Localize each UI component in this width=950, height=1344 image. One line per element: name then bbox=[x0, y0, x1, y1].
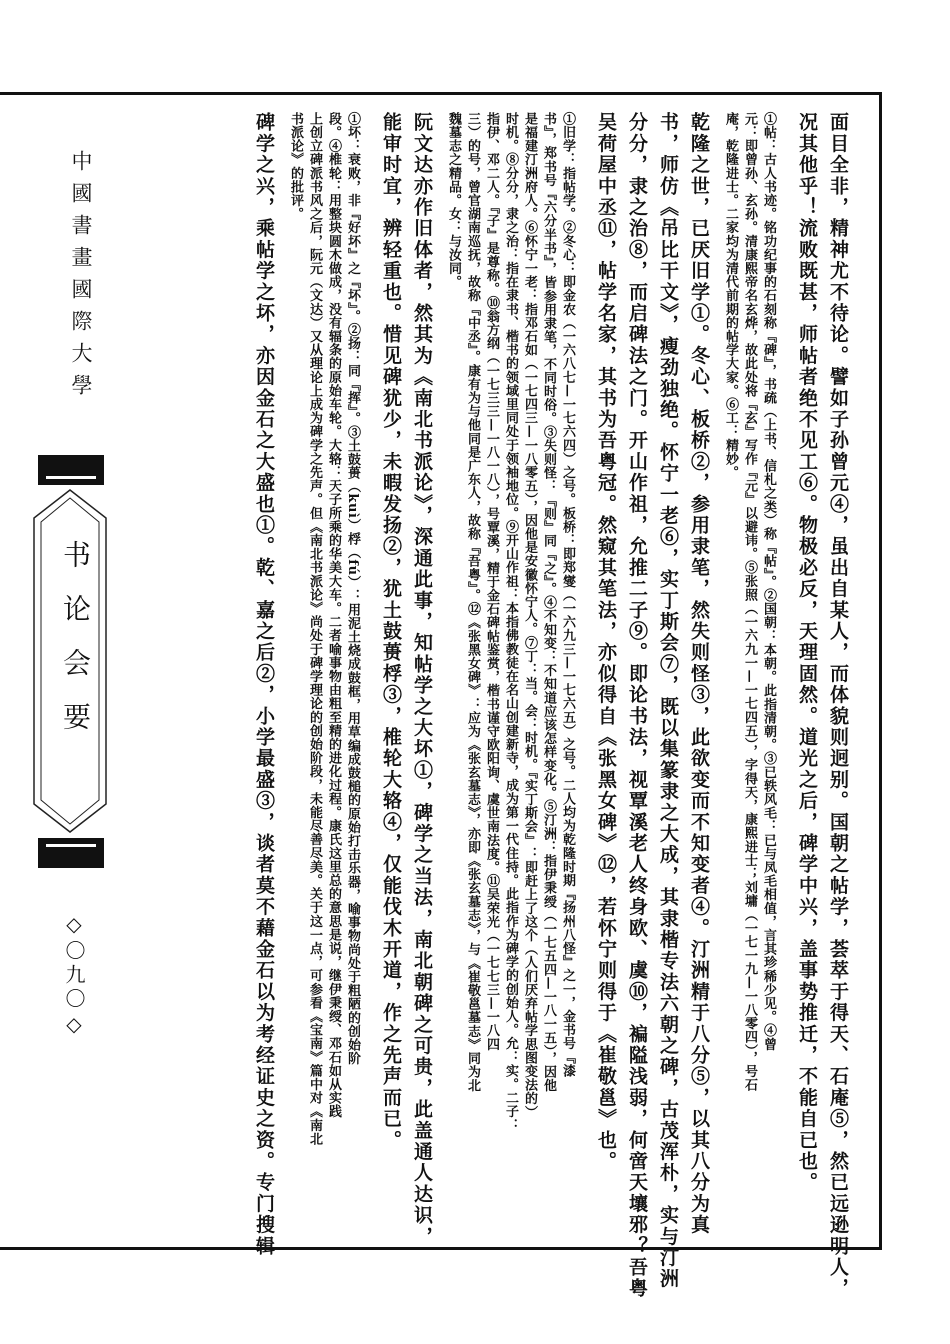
page-number: ◇〇九〇◇ bbox=[62, 912, 86, 1040]
note-column: 指伊、邓二人。『子』是尊称。⑩翁方纲（一七三三—一八一八），号覃溪，精于金石碑帖鉴赏，楷书谨守欧阳询、虞世南法度。⑪吴荣光（一七七三—一八四 bbox=[484, 112, 499, 1051]
text-column: 阮文达亦作旧体者，然其为《南北书派论》，深通此事，知帖学之大坏①，碑学之当法，南北朝碑之可贵，此盖通人达识， bbox=[411, 112, 433, 1248]
note-column: ①帖：古人书迹。铭功纪事的石刻称『碑』，书疏（上书、信札之类）称『帖』。②国朝：本朝。此指清朝。③已轶风毛：已与凤毛相值，言其珍稀少见。④曾 bbox=[761, 112, 776, 1051]
text-column: 书，师仿《吊比干文》，瘦劲独绝。怀宁一老⑥，实丁斯会⑦，既以集篆隶之大成，其隶楷专法六朝之碑，古茂浑朴，实与汀洲 bbox=[657, 112, 679, 1290]
note-column: 是福建汀洲府人。⑥怀宁一老：指邓石如（一七四三—一八零五），因他是安徽怀宁人。⑦丁：当。会：时机。『实丁斯会』：即赶上了这个（人们厌弃帖学思图变法的） bbox=[522, 112, 537, 1119]
text-column: 乾隆之世，已厌旧学①。冬心、板桥②，参用隶笔，然失则怪③，此欲变而不知变者④。汀洲精于八分⑤，以其八分为真 bbox=[688, 112, 710, 1236]
note-column: 元：即曾孙、玄孙。清康熙帝名玄烨，故此处将『玄』写作『元』以避讳。⑤张照（一六九一—一七四五），字得天，康熙进士；刘墉（一七一九—一八零四），号石 bbox=[742, 112, 757, 1092]
note-column: 魏墓志之精品。女：与汝同。 bbox=[446, 112, 461, 289]
note-column: 庵，乾隆进士。二家均为清代前期的帖学大家。⑥工：精妙。 bbox=[723, 112, 738, 480]
note-column: 时机。⑧分分，隶之治：指在隶书、楷书的领域里同处于领袖地位。⑨开山作祖：本指佛教徒在名山创建新寺，成为第一代住持。此指作为碑学的创始人。允：实。二子： bbox=[503, 112, 518, 1132]
note-column: ①旧学：指帖学。②冬心：即金农（一六八七—一七六四）之号。板桥：即郑燮（一六九三—一七六五）之号。二人均为乾隆时期『扬州八怪』之一，金书号『漆 bbox=[560, 112, 575, 1078]
series-title: 中國書畫國際大學 bbox=[69, 150, 93, 406]
book-title: 书论会要 bbox=[59, 540, 92, 756]
text-column: 况其他乎！流败既甚，师帖者绝不见工⑥。物极必反，天理固然。道光之后，碑学中兴，盖事势推迁，不能自已也。 bbox=[796, 112, 818, 1194]
note-column: 三）的号，曾官湖南巡抚，故称『中丞』。康有为与他同是广东人，故称『吾粤』。⑫《张黑女碑》：应为《张玄墓志》，亦即《张玄墓志》，与《崔敬邕墓志》同为北 bbox=[465, 112, 480, 1093]
text-column: 碑学之兴，乘帖学之坏，亦因金石之大盛也①。乾、嘉之后②，小学最盛③，谈者莫不藉金石以为考经证史之资。专门搜辑 bbox=[253, 112, 275, 1257]
note-column: 段。④椎轮：用整块圆木做成，没有辐条的原始车轮。大辂：天子所乘的华美大车。二者喻事物由粗至精的进化过程。康氏这里总的意思是说，继伊秉绶、邓石如从实践 bbox=[326, 112, 341, 1119]
title-band-bottom bbox=[38, 838, 104, 868]
note-column: 书』，郑书号『六分半书』，皆参用隶笔，不同时俗。③失则怪：『则』同『之』。④不知变：不知道应该怎样变化。⑤汀洲：指伊秉绶（一七五四—一八一五），因他 bbox=[541, 112, 556, 1093]
text-column: 能审时宜，辨轻重也。惜见碑犹少，未暇发扬②，犹土鼓蒉桴③，椎轮大辂④，仅能伐木开道，作之先声而已。 bbox=[380, 112, 402, 1151]
note-column: ①坏：衰败，非『好坏』之『坏』。②扬：同『挥』。③土鼓蒉（kuì）桴（fú）：用泥土烧成鼓框，用草编成鼓槌的原始打击乐器，喻事物尚处于粗陋的创始阶 bbox=[345, 112, 360, 1066]
text-column: 面目全非，精神尤不待论。譬如子孙曾元④，虽出自某人，而体貌则迥别。国朝之帖学，荟萃于得天、石庵⑤，然已远逊明人， bbox=[827, 112, 849, 1300]
text-column: 分分，隶之治⑧，而启碑法之门。开山作祖，允推二子⑨。即论书法，视覃溪老人终身欧、虞⑩，褊隘浅弱，何啻天壤邪？吾粤 bbox=[626, 112, 648, 1300]
text-column: 吴荷屋中丞⑪，帖学名家，其书为吾粤冠。然窥其笔法，亦似得自《张黑女碑》⑫，若怀宁则得于《崔敬邕》也。 bbox=[595, 112, 617, 1172]
note-column: 书派论》的批评。 bbox=[288, 112, 303, 221]
title-band-top bbox=[38, 455, 104, 485]
note-column: 上创立碑派书风之后，阮元（文达）又从理论上成为碑学之先声。但《南北书派论》尚处于碑学理论的创始阶段，未能尽善尽美。关于这一点，可参看《宝南》篇中对《南北 bbox=[307, 112, 322, 1146]
